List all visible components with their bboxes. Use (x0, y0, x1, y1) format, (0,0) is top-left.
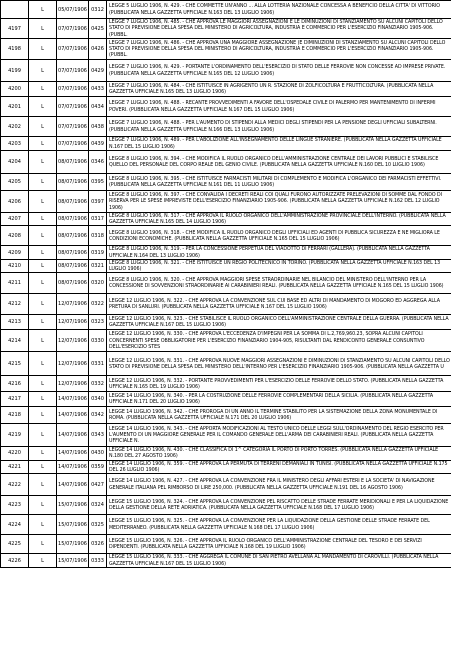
act-code: 0333 (89, 554, 107, 568)
act-code: 0425 (89, 19, 107, 39)
act-date: 14/07/1906 (57, 407, 89, 424)
table-row (1, 352, 451, 376)
table-row (1, 460, 451, 473)
act-date: 08/07/1906 (57, 151, 89, 174)
act-date: 12/07/1906 (57, 376, 89, 392)
law-number: 4211 (1, 273, 29, 294)
law-number: 4217 (1, 392, 29, 407)
law-number: 4220 (1, 447, 29, 460)
act-type: L (29, 294, 57, 315)
law-number: 4201 (1, 97, 29, 117)
act-date: 14/07/1906 (57, 460, 89, 473)
act-date: 07/07/1906 (57, 97, 89, 117)
act-type: L (29, 213, 57, 226)
act-type: L (29, 474, 57, 496)
act-date: 08/07/1906 (57, 259, 89, 272)
law-number: 4214 (1, 330, 29, 352)
act-type: L (29, 515, 57, 535)
act-type: L (29, 97, 57, 117)
table-row (1, 1, 451, 19)
act-code: 0359 (89, 460, 107, 473)
act-code: 0321 (89, 259, 107, 272)
table-row (1, 259, 451, 272)
act-title: LEGGE 7 LUGLIO 1906, N. 488. - RECANTE PROVVEDIMENTI A FAVORE DELL'OSPEDALE CIVILE DI PALERMO PER MANTENIMENTO DI INFERMI POVERI. (PUBBLICATA NELLA GAZZETTA UFFICIALE N.167 DEL 15 LUGLIO 1906) (107, 97, 451, 117)
act-title: LEGGE 8 LUGLIO 1906, N. 321. - CHE ISTITUISCE UN REGIO POLITECNICO IN TORINO. (PUBBLICATA NELLA GAZZETTA UFFICIALE N.163 DEL 13 LUGLIO 1906) (107, 259, 451, 272)
act-code: 0326 (89, 535, 107, 554)
law-number: 4197 (1, 19, 29, 39)
act-title: LEGGE 12 LUGLIO 1906, N. 331. - CHE APPROVA NUOVE MAGGIORI ASSEGNAZIONI E DIMINUZIONI DI STANZIAMENTO SU ALCUNI CAPITOLI DELLO STATO DI PREVISIONE DELLA SPESA DEL MINISTERO DELL'INTERNO PER L'ESERCIZIO FINANZIARIO 1905-906. (PUBBLICATA NELLA GAZZETTA U (107, 352, 451, 376)
act-title: LEGGE 15 LUGLIO 1906, N. 326. - CHE APPROVA IL RUOLO ORGANICO DELL'AMMINISTRAZIONE CENTRALE DEL TESORO E DEI SERVIZI DIPENDENTI. (PUBBLICATA NELLA GAZZETTA UFFICIALE N.168 DEL 19 LUGLIO 1906) (107, 535, 451, 554)
law-number: 4223 (1, 496, 29, 515)
act-date: 07/07/1906 (57, 60, 89, 82)
law-number: 4207 (1, 213, 29, 226)
law-number: 4198 (1, 39, 29, 60)
act-type: L (29, 174, 57, 191)
table-row (1, 117, 451, 137)
act-code: 0395 (89, 174, 107, 191)
act-type: L (29, 460, 57, 473)
table-row (1, 496, 451, 515)
act-date: 14/07/1906 (57, 424, 89, 447)
table-row (1, 60, 451, 82)
table-row (1, 226, 451, 246)
act-type: L (29, 315, 57, 330)
act-date: 08/07/1906 (57, 213, 89, 226)
law-number: 4200 (1, 82, 29, 97)
act-type: L (29, 376, 57, 392)
act-title: LEGGE 7 LUGLIO 1906, N. 484. - CHE ISTITUISCE IN AGRIGENTO UN R. STAZIONE DI ZOLFICOLTURA E FRUTTICOLTURA. (PUBBLICATA NELLA GAZZETTA UFFICIALE N.165 DEL 13 LUGLIO 1906) (107, 82, 451, 97)
act-type: L (29, 330, 57, 352)
table-row (1, 39, 451, 60)
act-code: 0332 (89, 376, 107, 392)
act-code: 0397 (89, 191, 107, 213)
table-row (1, 515, 451, 535)
act-date: 08/07/1906 (57, 226, 89, 246)
act-type: L (29, 60, 57, 82)
act-date: 15/07/1906 (57, 554, 89, 568)
act-type: L (29, 554, 57, 568)
act-code: 0317 (89, 213, 107, 226)
law-number: 4218 (1, 407, 29, 424)
law-number: 4221 (1, 460, 29, 473)
act-date: 12/07/1906 (57, 294, 89, 315)
table-row (1, 82, 451, 97)
act-code: 0439 (89, 137, 107, 151)
act-title: LEGGE 7 LUGLIO 1906, N. 489. - PER L'ABOLIZIONE ALL'INSEGNAMENTO DELLE LINGUE STRANIERE. (PUBBLICATA NELLA GAZZETTA UFFICIALE N.167 DEL 15 LUGLIO 1906) (107, 137, 451, 151)
act-code: 0434 (89, 97, 107, 117)
act-title: LEGGE 12 LUGLIO 1906, N. 322. - CHE APPROVA LA CONVENZIONE SUL CUI BASE ED ALTRI DI MANDAMENTO DI MOGORO ED AGGREGA ALLA PRETURA DI SANLURI. (PUBBLICATA NELLA GAZZETTA UFFICIALE N.167 DEL 15 LUGLIO 1906) (107, 294, 451, 315)
law-register-body (1, 1, 451, 568)
act-date: 08/07/1906 (57, 191, 89, 213)
table-row (1, 424, 451, 447)
act-type: L (29, 39, 57, 60)
act-code: 0429 (89, 60, 107, 82)
act-date: 14/07/1906 (57, 392, 89, 407)
act-title: LEGGE 15 LUGLIO 1906, N. 333. - CHE AGGREGA IL COMUNE DI SAN PIETRO AVELLANA AL MANDAMENTO DI CAROVILLI. (PUBBLICATA NELLA GAZZETTA UFFICIALE N.167 DEL 15 LUGLIO 1906) (107, 554, 451, 568)
act-title: LEGGE 14 LUGLIO 1906, N. 430. - CHE CLASSIFICA DI 1^ CATEGORIA IL PORTO DI PORTO TORRES. (PUBBLICATA NELLA GAZZETTA UFFICIALE N.180 DEL 27 AGOSTO 1906) (107, 447, 451, 460)
act-code: 0340 (89, 392, 107, 407)
table-row (1, 474, 451, 496)
act-title: LEGGE 12 LUGLIO 1906, N. 332. - PORTANTE PROVVEDIMENTI PER L'ESERCIZIO DELLE FERROVIE DELLO STATO. (PUBBLICATA NELLA GAZZETTA UFFICIALE N.165 DEL 19 LUGLIO 1906) (107, 376, 451, 392)
law-number (1, 1, 29, 19)
act-code: 0433 (89, 82, 107, 97)
table-row (1, 407, 451, 424)
act-title: LEGGE 14 LUGLIO 1906, N. 342. - CHE PROROGA DI UN ANNO IL TERMINE STABILITO PER LA SISTEMAZIONE DELLA ZONA MONUMENTALE DI ROMA. (PUBBLICATA NELLA GAZZETTA UFFICIALE N.171 DEL 20 LUGLIO 1906) (107, 407, 451, 424)
act-type: L (29, 226, 57, 246)
act-title: LEGGE 8 LUGLIO 1906, N. 319. - PER LA CONCESSIONE PERPETUA DEL VIADOTTO DI FERRARI (GALLERA). (PUBBLICATA NELLA GAZZETTA UFFICIALE N.164 DEL 13 LUGLIO 1906) (107, 246, 451, 259)
act-code: 0325 (89, 515, 107, 535)
act-code: 0322 (89, 294, 107, 315)
act-code: 0323 (89, 315, 107, 330)
act-code: 0330 (89, 330, 107, 352)
act-title: LEGGE 14 LUGLIO 1906, N. 340. - PER LA COSTRUZIONE DELLE FERROVIE COMPLEMENTARI DELLA SICILIA. (PUBBLICATA NELLA GAZZETTA UFFICIALE N.171 DEL 20 LUGLIO 1906) (107, 392, 451, 407)
table-row (1, 376, 451, 392)
act-date: 15/07/1906 (57, 515, 89, 535)
act-type: L (29, 82, 57, 97)
act-date: 12/07/1906 (57, 352, 89, 376)
act-type: L (29, 259, 57, 272)
act-type: L (29, 447, 57, 460)
act-title: LEGGE 7 LUGLIO 1906, N. 429. - PORTANTE L'ORDINAMENTO DELL'ESERCIZIO DI STATO DELLE FERROVIE NON CONCESSE AD IMPRESE PRIVATE. (PUBBLICATA NELLA GAZZETTA UFFICIALE N.165 DEL 12 LUGLIO 1906) (107, 60, 451, 82)
act-date: 08/07/1906 (57, 246, 89, 259)
law-number: 4205 (1, 174, 29, 191)
act-title: LEGGE 14 LUGLIO 1906, N. 427. - CHE APPROVA LA CONVENZIONE FRA IL MINISTERO DEGLI AFFARI ESTERI E LA SOCIETA' DI NAVIGAZIONE GENERALE ITALIANA PEL RIMBORSO DI LIRE 250,000. (PUBBLICATA NELLA GAZZETTA UFFICIALE N.191 DEL 16 AGOSTO 1906) (107, 474, 451, 496)
law-number: 4199 (1, 60, 29, 82)
act-date: 08/07/1906 (57, 273, 89, 294)
act-title: LEGGE 8 LUGLIO 1906, N. 320. - CHE APPROVA MAGGIORI SPESE STRAORDINARIE NEL BILANCIO DEL MINISTERO DELL'INTERNO PER LA CONCESSIONE DI SOVVENZIONI STRAORDINARIE AI CARABINIERI REALI. (PUBBLICATA NELLA GAZZETTA UFFICIALE N.165 DEL 15 LUGLIO 1906) (107, 273, 451, 294)
act-title: LEGGE 8 LUGLIO 1906, N. 318. - CHE MODIFICA IL RUOLO ORGANICO DEGLI UFFICIALI ED AGENTI DI PUBBLICA SICUREZZA E NE MIGLIORA LE CONDIZIONI ECONOMICHE. (PUBBLICATA NELLA GAZZETTA UFFICIALE N.165 DEL 15 LUGLIO 1906) (107, 226, 451, 246)
law-number: 4225 (1, 535, 29, 554)
act-type: L (29, 352, 57, 376)
act-date: 12/07/1906 (57, 315, 89, 330)
act-date: 07/07/1906 (57, 39, 89, 60)
table-row (1, 246, 451, 259)
act-title: LEGGE 7 LUGLIO 1906, N. 488. - PER L'AUMENTO DI STIPENDI ALLA MEDICI DEGLI STIPENDI PER LA PENSIONE DEGLI UFFICIALI SUBALTERNI. (PUBBLICATA NELLA GAZZETTA UFFICIALE N.166 DEL 13 LUGLIO 1906) (107, 117, 451, 137)
table-row (1, 174, 451, 191)
act-title: LEGGE 8 LUGLIO 1906, N. 395. - CHE ISTITUISCE FARMACISTI MILITARI DI COMPLEMENTO E MODIFICA L'ORGANICO DEI FARMACISTI EFFETTIVI. (PUBBLICATA NELLA GAZZETTA UFFICIALE N.161 DEL 11 LUGLIO 1906) (107, 174, 451, 191)
table-row (1, 330, 451, 352)
act-title: LEGGE 5 LUGLIO 1906, N. 429. - CHE COMMETTE UN'ANNO ... ALLA LOTTERIA NAZIONALE CONCESSA A BENEFICIO DELLA CITTA' DI VITTORIO (PUBBLICATA NELLA GAZZETTA UFFICIALE N.163 DEL 13 LUGLIO 1906) (107, 1, 451, 19)
table-row (1, 294, 451, 315)
table-row (1, 213, 451, 226)
act-date: 07/07/1906 (57, 137, 89, 151)
law-number: 4212 (1, 294, 29, 315)
table-row (1, 137, 451, 151)
act-date: 08/07/1906 (57, 174, 89, 191)
act-title: LEGGE 7 LUGLIO 1906, N. 486. - CHE APPROVA UNA MAGGIORE ASSEGNAZIONE (E DIMINUZIONI DI STANZIAMENTO SU ALCUNI CAPITOLI DELLO STATO DI PREVISIONE DELLA SPESA DEL MINISTERO DI AGRICOLTURA, INDUSTRIA E COMMERCIO PER L'ESERCIZIO FINANZIARIO 1905-906. (PUBBL. (107, 39, 451, 60)
act-type: L (29, 407, 57, 424)
act-date: 07/07/1906 (57, 117, 89, 137)
law-number: 4202 (1, 117, 29, 137)
act-date: 07/07/1906 (57, 82, 89, 97)
act-type: L (29, 117, 57, 137)
act-title: LEGGE 14 LUGLIO 1906, N. 359. - CHE APPROVA LA PERMUTA DI TERRENI DEMANIALI IN TUNISI. (PUBBLICATA NELLA GAZZETTA UFFICIALE N.175 DEL 26 LUGLIO 1906) (107, 460, 451, 473)
act-type: L (29, 392, 57, 407)
act-date: 14/07/1906 (57, 474, 89, 496)
law-number: 4215 (1, 352, 29, 376)
act-title: LEGGE 14 LUGLIO 1906, N. 343. - CHE APPORTA MODIFICAZIONI AL TESTO UNICO DELLE LEGGI SULL'ORDINAMENTO DEL REGIO ESERCITO PER L'AUMENTO DI UN MAGGIORE GENERALE PER IL COMANDO GENERALE DELL'ARMA DEI CARABINIERI REALI. (PUBBLICATA NELLA GAZZETTA UFFICIALE N. (107, 424, 451, 447)
law-number: 4210 (1, 259, 29, 272)
act-type: L (29, 535, 57, 554)
act-type: L (29, 137, 57, 151)
law-number: 4206 (1, 191, 29, 213)
act-date: 12/07/1906 (57, 330, 89, 352)
act-date: 07/07/1906 (57, 19, 89, 39)
act-type: L (29, 19, 57, 39)
act-type: L (29, 1, 57, 19)
table-row (1, 392, 451, 407)
table-row (1, 554, 451, 568)
act-code: 0331 (89, 352, 107, 376)
table-row (1, 151, 451, 174)
act-title: LEGGE 15 LUGLIO 1906, N. 324. - CHE APPROVA LA CONVENZIONE PEL RISCATTO DELLE STRADE FERRATE MERIDIONALI E PER LA LIQUIDAZIONE DELLA GESTIONE DELLA RETE ADRIATICA. (PUBBLICATA NELLA GAZZETTA UFFICIALE N.168 DEL 17 LUGLIO 1906) (107, 496, 451, 515)
act-type: L (29, 424, 57, 447)
act-code: 0343 (89, 424, 107, 447)
law-number: 4224 (1, 515, 29, 535)
act-title: LEGGE 12 LUGLIO 1906, N. 330. - CHE APPROVA L'ECCEDENZA D'IMPEGNI PER LA SOMMA DI L.2,769,960.23, SOPRA ALCUNI CAPITOLI CONCERNENTI SPESE OBBLIGATORIE PER L'ESERCIZIO FINANZIARIO 1904-905, RISULTANTI DAL RENDICONTO GENERALE CONSUNTIVO DELL'ESERCIZIO STES (107, 330, 451, 352)
act-code: 0318 (89, 226, 107, 246)
table-row (1, 447, 451, 460)
act-code: 0312 (89, 1, 107, 19)
act-code: 0319 (89, 246, 107, 259)
act-code: 0320 (89, 273, 107, 294)
act-code: 0346 (89, 151, 107, 174)
act-type: L (29, 191, 57, 213)
table-row (1, 315, 451, 330)
act-date: 14/07/1906 (57, 447, 89, 460)
law-number: 4209 (1, 246, 29, 259)
act-date: 15/07/1906 (57, 535, 89, 554)
act-date: 05/07/1906 (57, 1, 89, 19)
act-title: LEGGE 8 LUGLIO 1906, N. 317. - CHE APPROVA IL RUOLO ORGANICO DELL'AMMINISTRAZIONE PROVINCIALE DELL'INTERNO. (PUBBLICATA NELLA GAZZETTA UFFICIALE N.165 DEL 14 LUGLIO 1906) (107, 213, 451, 226)
table-row (1, 535, 451, 554)
act-title: LEGGE 7 LUGLIO 1906, N. 485. - CHE APPROVA LE MAGGIORI ASSEGNAZIONI E LE DIMINUZIONI DI STANZIAMENTO SU ALCUNI CAPITOLI DELLO STATO DI PREVISIONE DELLA SPESA DEL MINISTERO DI AGRICOLTURA, INDUSTRIA E COMMERCIO PER L'ESERCIZIO FINANZIARIO 1905-906. (PUBBL. (107, 19, 451, 39)
law-number: 4226 (1, 554, 29, 568)
table-row (1, 191, 451, 213)
act-code: 0430 (89, 447, 107, 460)
act-title: LEGGE 8 LUGLIO 1906, N. 397. - CHE CONVALIDA I DECRETI REALI COI QUALI FURONO AUTORIZZATE PRELEVAZIONI DI SOMME DAL FONDO DI RISERVA PER LE SPESE IMPREVISTE DELL'ESERCIZIO FINANZIARIO 1905-906. (PUBBLICATA NELLA GAZZETTA UFFICIALE N.162 DEL 12 LUGLIO 1906) (107, 191, 451, 213)
table-row (1, 97, 451, 117)
act-code: 0438 (89, 117, 107, 137)
act-title: LEGGE 12 LUGLIO 1906, N. 323. - CHE STABILISCE IL RUOLO ORGANICO DELL'AMMINISTRAZIONE CENTRALE DELLA GUERRA. (PUBBLICATA NELLA GAZZETTA UFFICIALE N.167 DEL 15 LUGLIO 1906) (107, 315, 451, 330)
law-number: 4204 (1, 151, 29, 174)
act-type: L (29, 151, 57, 174)
law-number: 4222 (1, 474, 29, 496)
law-number: 4216 (1, 376, 29, 392)
law-number: 4213 (1, 315, 29, 330)
law-number: 4208 (1, 226, 29, 246)
law-number: 4203 (1, 137, 29, 151)
act-code: 0426 (89, 39, 107, 60)
act-type: L (29, 496, 57, 515)
act-title: LEGGE 15 LUGLIO 1906, N. 325. - CHE APPROVA LA CONVENZIONE PER LA LIQUIDAZIONE DELLA GESTIONE DELLE STRADE FERRATE DEL MEDITERRANEO. (PUBBLICATA NELLA GAZZETTA UFFICIALE N.168 DEL 17 LUGLIO 1906) (107, 515, 451, 535)
act-title: LEGGE 8 LUGLIO 1906, N. 394. - CHE MODIFICA IL RUOLO ORGANICO DELL'AMMINISTRAZIONE CENTRALE DEI LAVORI PUBBLICI E STABILISCE QUELLO DEL PERSONALE DEL CORPO REALE DEL GENIO CIVILE. (PUBBLICATA NELLA GAZZETTA UFFICIALE N.160 DEL 10 LUGLIO 1906) (107, 151, 451, 174)
act-type: L (29, 246, 57, 259)
act-date: 15/07/1906 (57, 496, 89, 515)
act-code: 0342 (89, 407, 107, 424)
table-row (1, 273, 451, 294)
table-row (1, 19, 451, 39)
act-code: 0427 (89, 474, 107, 496)
act-code: 0324 (89, 496, 107, 515)
law-number: 4219 (1, 424, 29, 447)
act-type: L (29, 273, 57, 294)
